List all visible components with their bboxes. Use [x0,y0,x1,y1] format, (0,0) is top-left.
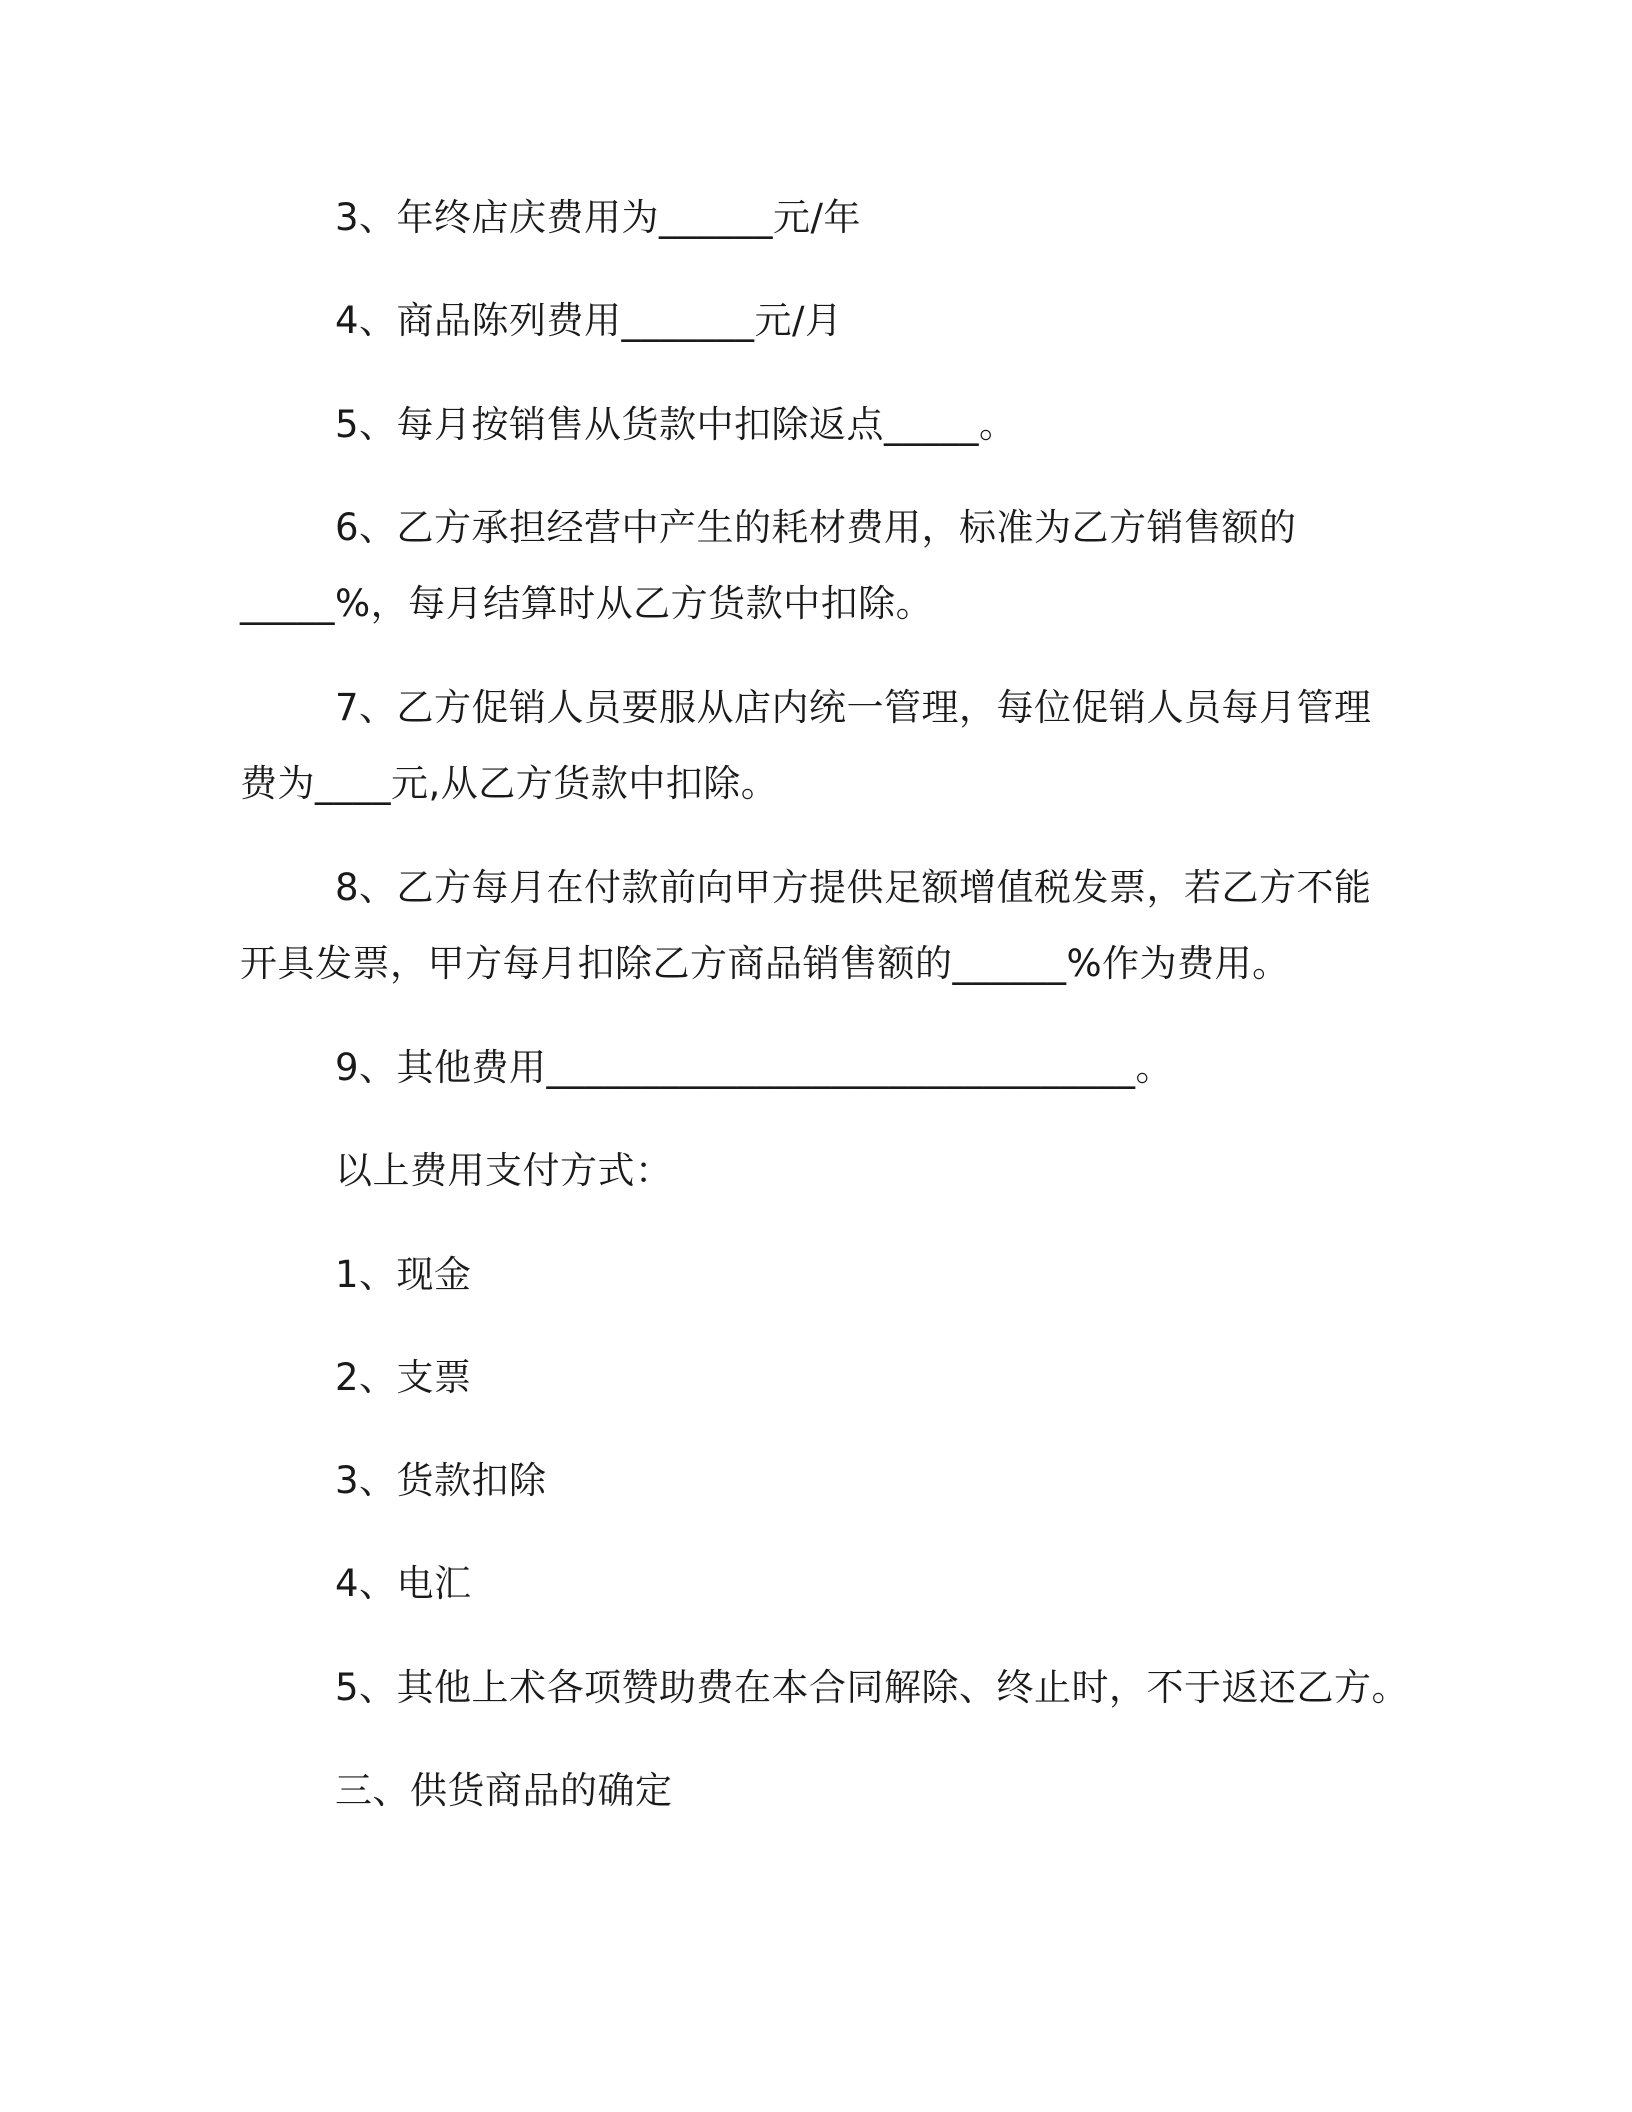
text-line: 开具发票，甲方每月扣除乙方商品销售额的______%作为费用。 [240,942,1290,985]
payment-methods-heading [240,1133,1440,1209]
clause-5-rebate [240,387,1440,463]
clause-8-vat-invoice [240,850,1440,1002]
text-line: 6、乙方承担经营中产生的耗材费用，标准为乙方销售额的 [335,506,1297,549]
text-line: _____%，每月结算时从乙方货款中扣除。 [240,582,934,625]
clause-7-promoter-management-fee [240,670,1440,822]
payment-method-wire-transfer [240,1546,1440,1622]
text-line: 8、乙方每月在付款前向甲方提供足额增值税发票，若乙方不能 [335,866,1372,909]
text-line: 3、货款扣除 [335,1459,547,1502]
payment-method-cash [240,1237,1440,1313]
payment-method-deduction [240,1443,1440,1519]
text-line: 三、供货商品的确定 [335,1769,673,1812]
text-line: 以上费用支付方式： [335,1149,673,1192]
text-line: 3、年终店庆费用为______元/年 [335,196,862,239]
clause-9-other-fees [240,1030,1440,1106]
clause-4-display-fee [240,283,1440,359]
clause-6-consumables-fee [240,490,1440,642]
text-line: 5、每月按销售从货款中扣除返点_____。 [335,403,1017,446]
text-line: 9、其他费用_______________________________。 [335,1046,1174,1089]
text-line: 5、其他上术各项赞助费在本合同解除、终止时，不于返还乙方。 [335,1666,1410,1709]
text-line: 4、电汇 [335,1562,472,1605]
text-line: 4、商品陈列费用_______元/月 [335,299,843,342]
text-line: 1、现金 [335,1253,472,1296]
text-line: 2、支票 [335,1356,472,1399]
clause-3-store-anniversary-fee [240,180,1440,256]
text-line: 费为____元,从乙方货款中扣除。 [240,762,779,805]
text-line: 7、乙方促销人员要服从店内统一管理，每位促销人员每月管理 [335,686,1372,729]
payment-method-check [240,1340,1440,1416]
payment-method-other [240,1650,1440,1726]
section-3-heading [240,1753,1440,1829]
